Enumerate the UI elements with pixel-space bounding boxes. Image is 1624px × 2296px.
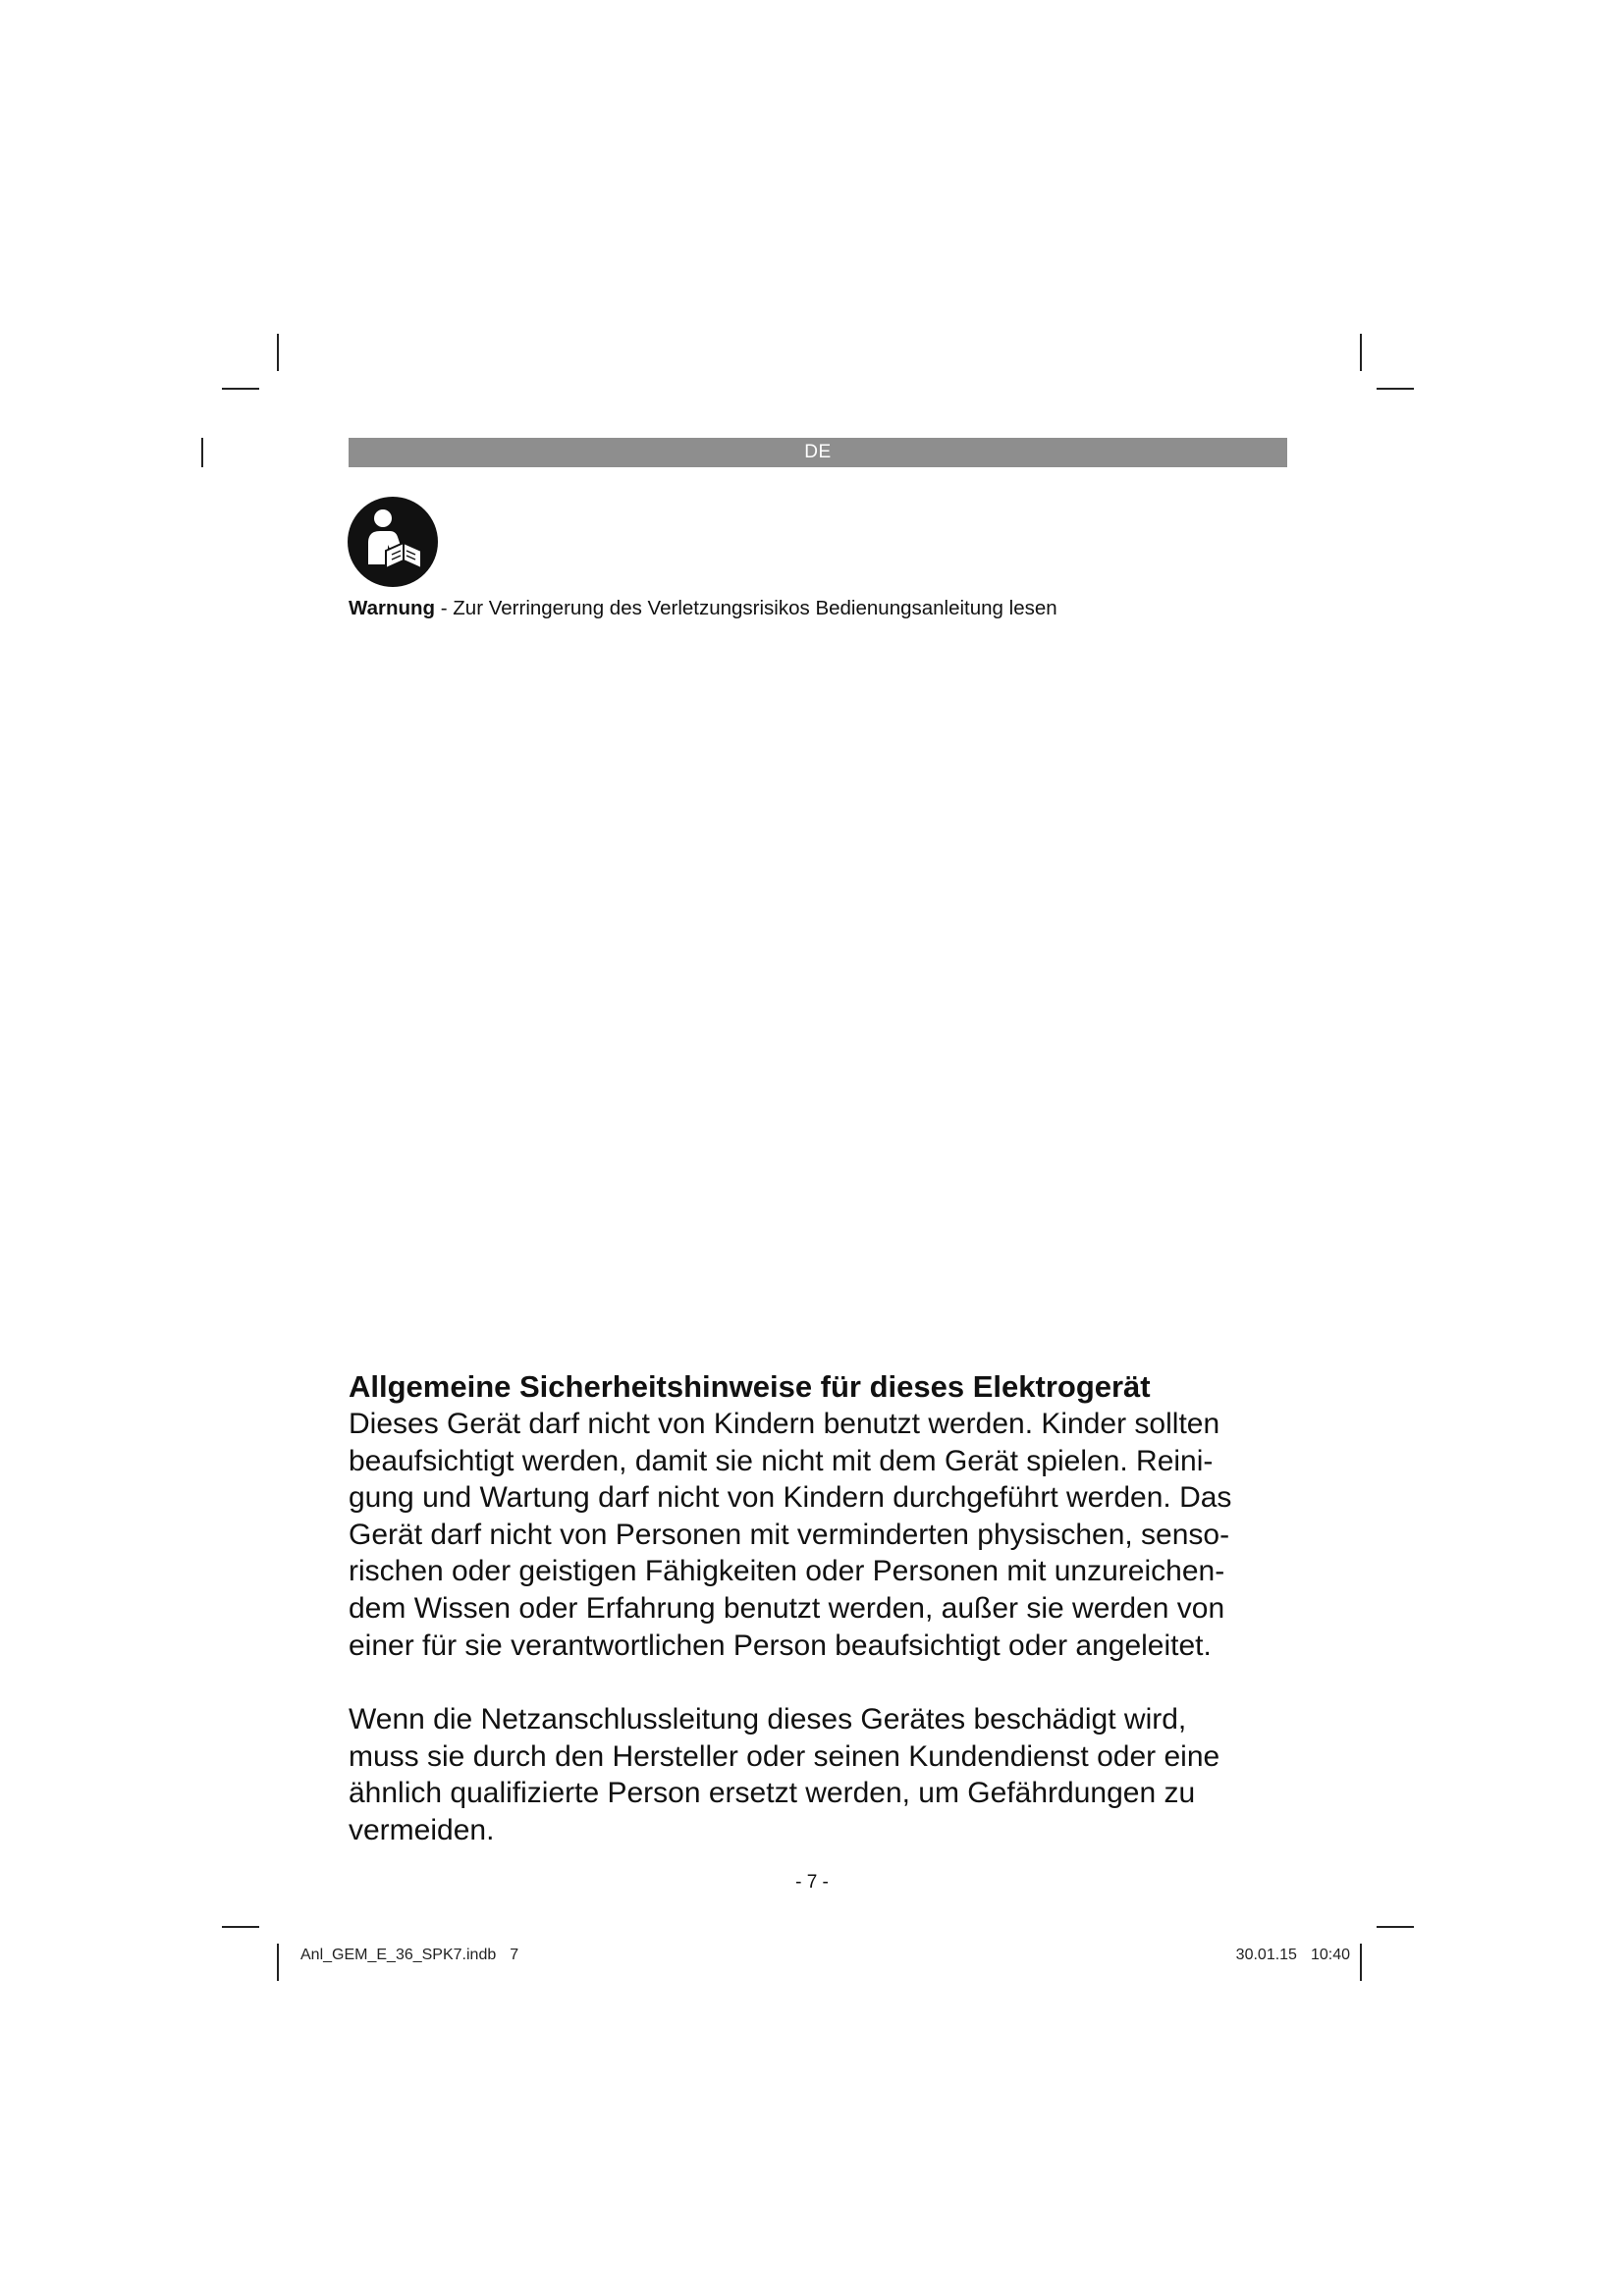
language-bar: [349, 438, 1287, 467]
paragraph-line: Wenn die Netzanschlussleitung dieses Gerätes beschädigt wird,: [349, 1703, 1187, 1736]
crop-mark: [1377, 1926, 1414, 1928]
paragraph-line: muss sie durch den Hersteller oder seinen Kundendienst oder eine: [349, 1739, 1220, 1773]
paragraph-line: ähnlich qualifizierte Person ersetzt werden, um Gefährdungen zu: [349, 1777, 1196, 1810]
page-number: - 7 -: [795, 1872, 829, 1893]
paragraph-line: rischen oder geistigen Fähigkeiten oder Personen mit unzureichen-: [349, 1555, 1225, 1588]
paragraph-line: Dieses Gerät darf nicht von Kindern benutzt werden. Kinder sollten: [349, 1408, 1220, 1440]
section-title: Allgemeine Sicherheitshinweise für dieses Elektrogerät: [349, 1369, 1151, 1404]
crop-mark: [277, 1944, 279, 1981]
paragraph-line: beaufsichtigt werden, damit sie nicht mit dem Gerät spielen. Reini-: [349, 1444, 1214, 1477]
paragraph-spacer: [349, 1664, 1291, 1701]
paragraph-line: vermeiden.: [349, 1813, 495, 1846]
read-manual-icon: [347, 496, 439, 588]
file-slug: [300, 1945, 518, 1966]
file-page: 7: [510, 1947, 519, 1963]
crop-mark: [277, 334, 279, 371]
crop-mark: [222, 388, 259, 390]
print-date: 30.01.15: [1235, 1947, 1297, 1963]
crop-mark: [1360, 334, 1362, 371]
warning-caption: [349, 596, 1057, 621]
paragraph-line: gung und Wartung darf nicht von Kindern durchgeführt werden. Das: [349, 1481, 1232, 1515]
warning-text: - Zur Verringerung des Verletzungsrisikos Bedienungsanleitung lesen: [435, 597, 1057, 619]
warning-label: Warnung: [349, 597, 436, 619]
print-time: 10:40: [1310, 1947, 1350, 1963]
paragraph-line: dem Wissen oder Erfahrung benutzt werden, außer sie werden von: [349, 1591, 1225, 1625]
crop-mark: [1360, 1944, 1362, 1981]
paragraph-children: [349, 1406, 1291, 1664]
file-name: Anl_GEM_E_36_SPK7.indb: [300, 1947, 497, 1963]
date-slug: [1236, 1945, 1350, 1966]
crop-mark: [1377, 388, 1414, 390]
language-label: DE: [804, 442, 832, 462]
safety-section: [349, 1368, 1291, 1849]
crop-mark: [201, 438, 203, 467]
crop-mark: [222, 1926, 259, 1928]
paragraph-line: Gerät darf nicht von Personen mit verminderten physischen, senso-: [349, 1518, 1230, 1551]
paragraph-power-cord: [349, 1701, 1291, 1848]
paragraph-line: einer für sie verantwortlichen Person beaufsichtigt oder angeleitet.: [349, 1629, 1212, 1662]
